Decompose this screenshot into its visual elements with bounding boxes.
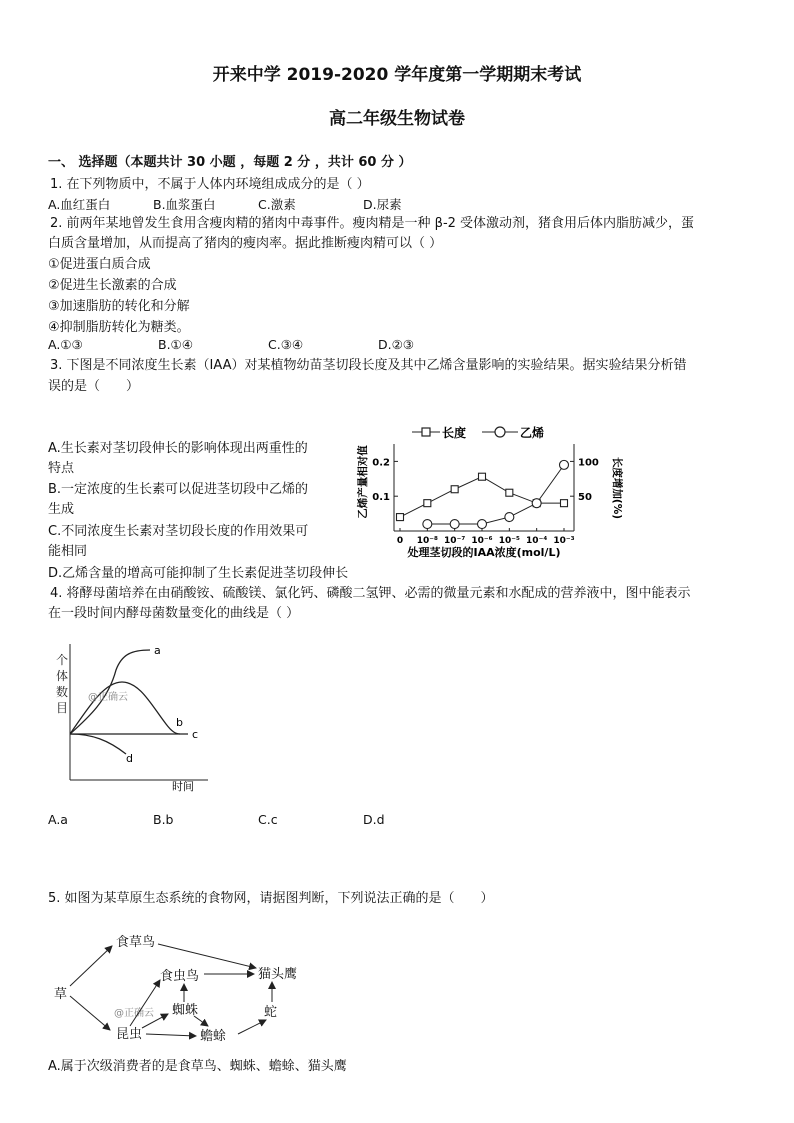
curve-b bbox=[70, 682, 180, 734]
q4-option-a: A.a bbox=[48, 812, 68, 827]
q5-stem: 5. 如图为某草原生态系统的食物网，请据图判断，下列说法正确的是（ ） bbox=[48, 891, 494, 906]
node-toad: 蟾蜍 bbox=[200, 1029, 227, 1044]
q4-stem-line2: 在一段时间内酵母菌数量变化的曲线是（ ） bbox=[48, 606, 300, 621]
y-label-char-2: 体 bbox=[56, 669, 69, 683]
arrow-insect-to-insectivorous-bird bbox=[130, 980, 160, 1026]
ethylene-point bbox=[423, 520, 432, 529]
q1-stem: 1. 在下列物质中，不属于人体内环境组成成分的是（ ） bbox=[50, 177, 370, 192]
node-insect: 昆虫 bbox=[116, 1027, 143, 1042]
q1-option-b: B.血浆蛋白 bbox=[153, 197, 216, 212]
y-label-char-3: 数 bbox=[56, 685, 69, 699]
q4-option-c: C.c bbox=[258, 812, 278, 827]
q3-stem-line2: 误的是（ ） bbox=[48, 379, 140, 394]
food-web-watermark: @正确云 bbox=[114, 1008, 154, 1019]
node-snake: 蛇 bbox=[264, 1005, 278, 1020]
chart-legend bbox=[412, 425, 544, 440]
ethylene-point bbox=[505, 513, 514, 522]
q1-option-c: C.激素 bbox=[258, 197, 296, 212]
q4-option-b: B.b bbox=[153, 812, 174, 827]
q1-option-a: A.血红蛋白 bbox=[48, 197, 111, 212]
q3-option-c-line1: C.不同浓度生长素对茎切段长度的作用效果可 bbox=[48, 524, 309, 539]
right-y-tick-label: 50 bbox=[578, 492, 592, 504]
curve-label-b: b bbox=[176, 716, 183, 729]
q3-option-a-line1: A.生长素对茎切段伸长的影响体现出两重性的 bbox=[48, 441, 308, 456]
q2-item-1: ①促进蛋白质合成 bbox=[48, 257, 151, 272]
x-axis-title: 处理茎切段的IAA浓度(mol/L) bbox=[407, 546, 561, 559]
legend-length: 长度 bbox=[442, 426, 467, 440]
ethylene-point bbox=[478, 520, 487, 529]
legend-ethylene: 乙烯 bbox=[520, 426, 545, 440]
population-curve-figure bbox=[48, 630, 214, 792]
q2-item-4: ④抑制脂肪转化为糖类。 bbox=[48, 320, 190, 335]
left-y-tick-label: 0.2 bbox=[372, 457, 390, 469]
q3-option-b-line2: 生成 bbox=[48, 502, 75, 517]
right-axis-title: 长度增加(%) bbox=[611, 456, 623, 520]
length-point bbox=[451, 486, 458, 493]
length-point bbox=[506, 489, 513, 496]
y-label-char-1: 个 bbox=[56, 653, 69, 667]
q5-option-a: A.属于次级消费者的是食草鸟、蜘蛛、蟾蜍、猫头鹰 bbox=[48, 1059, 347, 1074]
y-label-char-4: 目 bbox=[56, 701, 69, 715]
node-owl: 猫头鹰 bbox=[258, 967, 298, 982]
arrow-herbivorous-bird-to-owl bbox=[158, 944, 256, 968]
length-point bbox=[561, 500, 568, 507]
node-grass: 草 bbox=[54, 987, 68, 1002]
x-tick-label: 10⁻³ bbox=[553, 536, 575, 546]
arrow-insect-to-toad bbox=[146, 1034, 196, 1036]
q4-option-d: D.d bbox=[363, 812, 385, 827]
left-axis-title: 乙烯产量相对值 bbox=[357, 445, 369, 519]
q2-option-b: B.①④ bbox=[158, 337, 193, 352]
ethylene-point bbox=[532, 499, 541, 508]
x-tick-label: 0 bbox=[396, 536, 404, 546]
curve-label-a: a bbox=[154, 644, 161, 657]
q2-option-a: A.①③ bbox=[48, 337, 83, 352]
node-insectivorous-bird: 食虫鸟 bbox=[160, 969, 200, 984]
q3-option-d: D.乙烯含量的增高可能抑制了生长素促进茎切段伸长 bbox=[48, 566, 349, 581]
q2-option-d: D.②③ bbox=[378, 337, 415, 352]
watermark: @正确云 bbox=[88, 692, 128, 703]
q3-stem-line1: 3. 下图是不同浓度生长素（IAA）对某植物幼苗茎切段长度及其中乙烯含量影响的实验结果。据实验结果分析错 bbox=[50, 358, 687, 373]
left-y-tick-label: 0.1 bbox=[372, 492, 390, 504]
q2-item-3: ③加速脂肪的转化和分解 bbox=[48, 299, 190, 314]
x-tick-label: 10⁻⁶ bbox=[471, 536, 493, 546]
x-tick-label: 10⁻⁴ bbox=[526, 536, 548, 546]
curve-d bbox=[70, 734, 126, 754]
q2-option-c: C.③④ bbox=[268, 337, 304, 352]
x-tick-label: 10⁻⁵ bbox=[498, 536, 520, 546]
curve-label-d: d bbox=[126, 752, 133, 765]
series-line-1 bbox=[427, 465, 564, 524]
exam-subtitle: 高二年级生物试卷 bbox=[329, 109, 465, 129]
node-spider: 蜘蛛 bbox=[172, 1003, 199, 1018]
right-y-tick-label: 100 bbox=[578, 457, 599, 469]
arrow-grass-to-herbivorous-bird bbox=[70, 946, 112, 986]
arrow-grass-to-insect bbox=[70, 996, 110, 1030]
iaa-chart bbox=[352, 418, 623, 560]
length-point bbox=[479, 473, 486, 480]
arrow-toad-to-snake bbox=[238, 1020, 266, 1034]
curve-x-label: 时间 bbox=[172, 780, 194, 793]
curve-label-c: c bbox=[192, 728, 199, 741]
food-web-diagram bbox=[48, 930, 330, 1050]
q2-item-2: ②促进生长激素的合成 bbox=[48, 278, 177, 293]
section-heading: 一、 选择题（本题共计 30 小题 ，每题 2 分 ，共计 60 分 ） bbox=[48, 155, 412, 170]
ethylene-point bbox=[560, 460, 569, 469]
series-line-0 bbox=[400, 477, 564, 517]
ethylene-point bbox=[450, 520, 459, 529]
exam-title: 开来中学 2019-2020 学年度第一学期期末考试 bbox=[212, 65, 582, 85]
node-herbivorous-bird: 食草鸟 bbox=[116, 935, 156, 950]
length-point bbox=[397, 514, 404, 521]
q2-stem-line2: 白质含量增加，从而提高了猪肉的瘦肉率。据此推断瘦肉精可以（ ） bbox=[48, 236, 443, 251]
q4-stem-line1: 4. 将酵母菌培养在由硝酸铵、硫酸镁、氯化钙、磷酸二氢钾、必需的微量元素和水配成的营养液中，图中能表示 bbox=[50, 586, 691, 601]
q1-option-d: D.尿素 bbox=[363, 197, 402, 212]
x-tick-label: 10⁻⁸ bbox=[416, 536, 438, 546]
q2-stem-line1: 2. 前两年某地曾发生食用含瘦肉精的猪肉中毒事件。瘦肉精是一种 β-2 受体激动剂，猪食用后体内脂肪减少，蛋 bbox=[50, 216, 695, 231]
length-point bbox=[424, 500, 431, 507]
q3-option-b-line1: B.一定浓度的生长素可以促进茎切段中乙烯的 bbox=[48, 482, 309, 497]
q3-option-a-line2: 特点 bbox=[48, 461, 75, 476]
x-tick-label: 10⁻⁷ bbox=[444, 536, 466, 546]
q3-option-c-line2: 能相同 bbox=[48, 544, 88, 559]
arrow-spider-to-toad bbox=[194, 1016, 208, 1026]
